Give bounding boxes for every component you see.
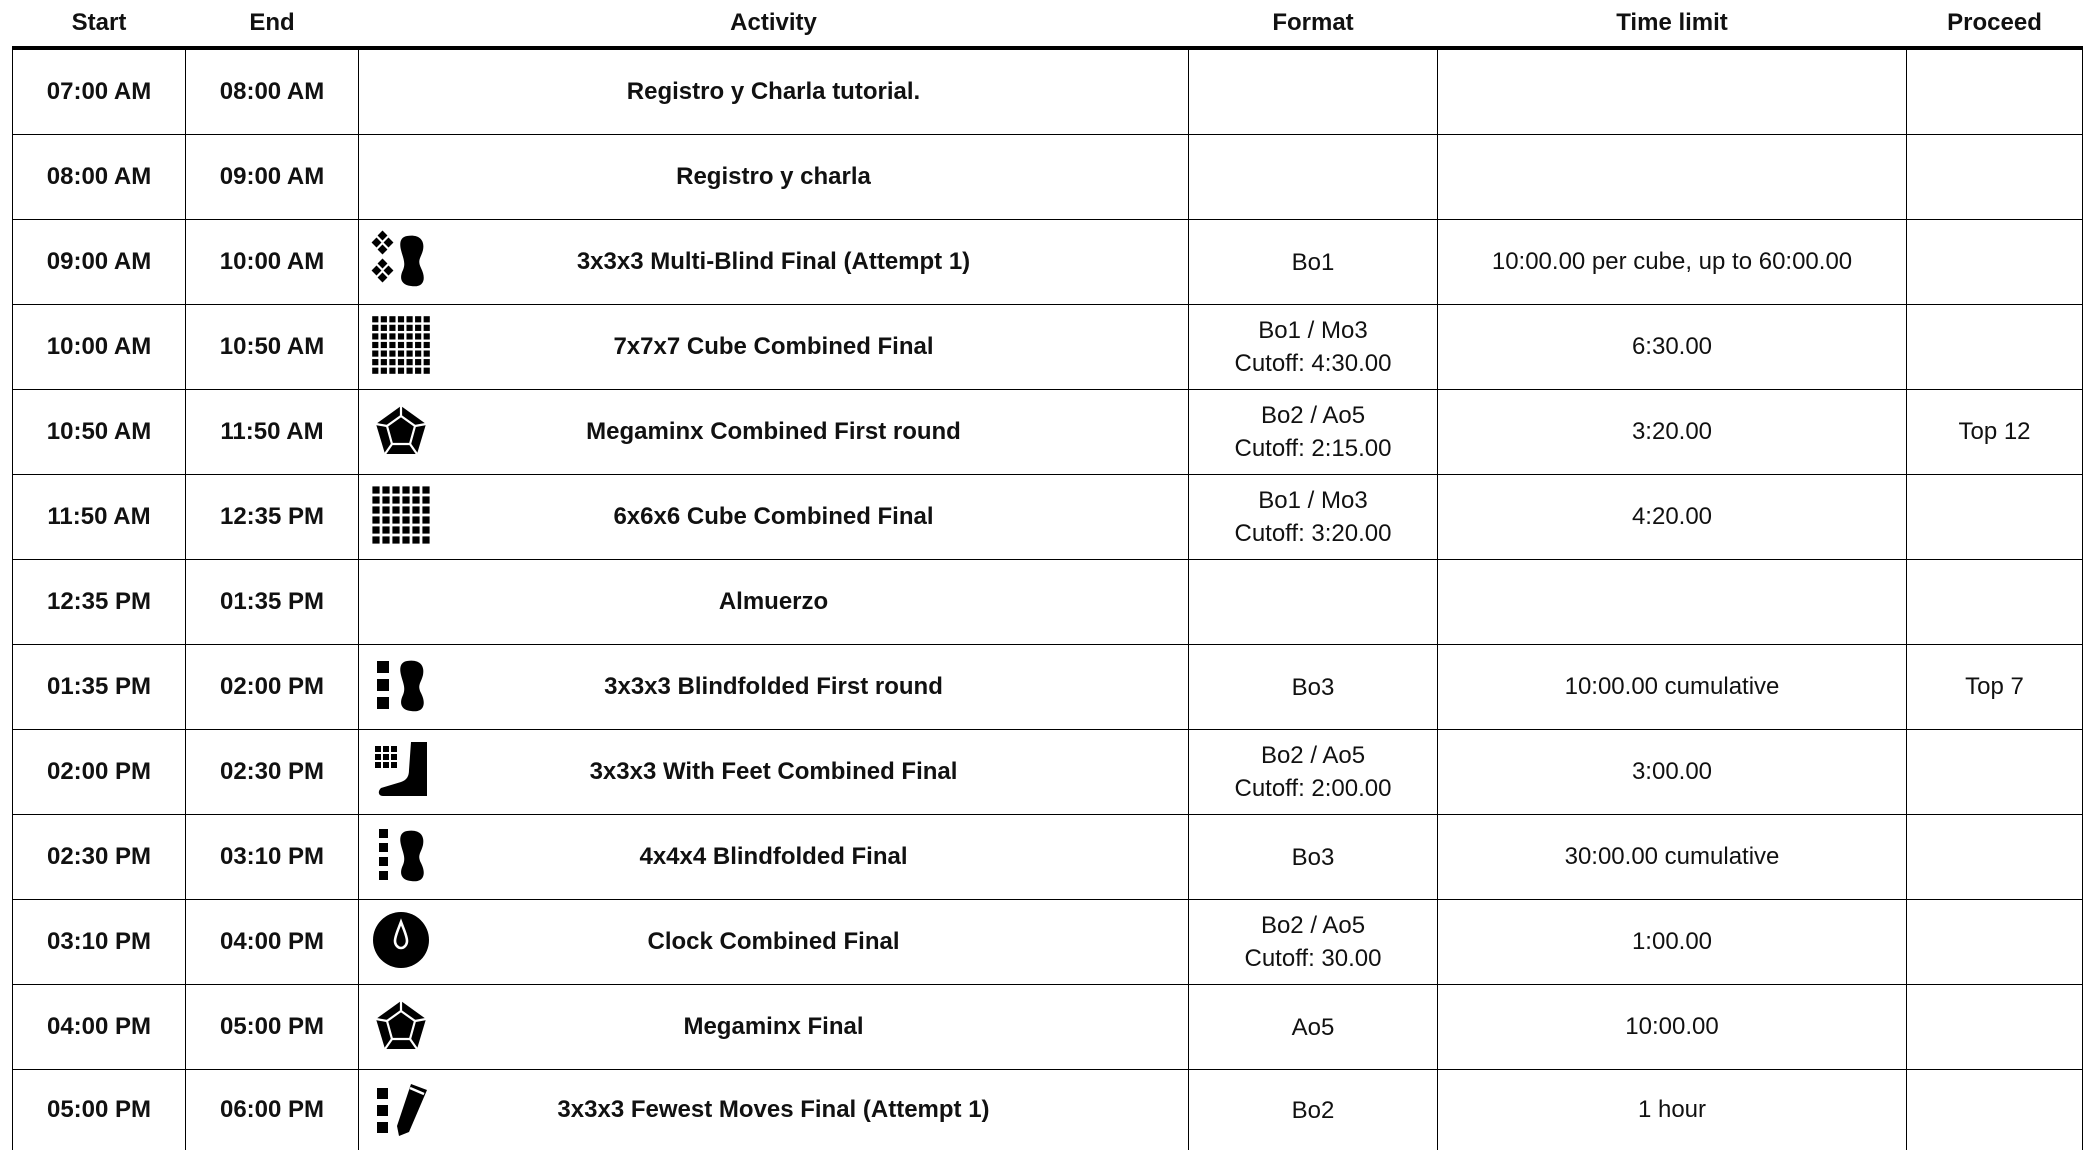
- table-row: [13, 1070, 2083, 1150]
- format-cell: [1189, 135, 1438, 220]
- multi-blind-icon: [371, 230, 431, 290]
- time-limit-cell: [1438, 560, 1907, 645]
- activity-name: 3x3x3 Blindfolded First round: [604, 673, 943, 700]
- time-limit-cell: 10:00.00: [1438, 985, 1907, 1070]
- table-row: [13, 985, 2083, 1070]
- table-row: [13, 305, 2083, 390]
- activity-cell: [359, 815, 1189, 900]
- start-time: 09:00 AM: [13, 220, 186, 305]
- schedule-table: [12, 0, 2083, 1150]
- table-row: [13, 560, 2083, 645]
- blindfolded-4x4-icon: [371, 825, 431, 885]
- activity-name: 4x4x4 Blindfolded Final: [639, 843, 907, 870]
- start-time: 10:00 AM: [13, 305, 186, 390]
- format-value: Bo1 / Mo3: [1189, 314, 1437, 347]
- start-time: 01:35 PM: [13, 645, 186, 730]
- header-end: End: [186, 0, 359, 48]
- format-cell: [1189, 220, 1438, 305]
- proceed-cell: [1907, 48, 2083, 135]
- proceed-cell: [1907, 985, 2083, 1070]
- format-value: Ao5: [1189, 1011, 1437, 1044]
- activity-name: Registro y charla: [676, 163, 871, 190]
- end-time: 12:35 PM: [186, 475, 359, 560]
- proceed-cell: [1907, 560, 2083, 645]
- proceed-cell: [1907, 135, 2083, 220]
- header-time-limit: Time limit: [1438, 0, 1907, 48]
- activity-cell: [359, 390, 1189, 475]
- end-time: 03:10 PM: [186, 815, 359, 900]
- end-time: 02:30 PM: [186, 730, 359, 815]
- header-proceed: Proceed: [1907, 0, 2083, 48]
- table-row: [13, 730, 2083, 815]
- cutoff-value: Cutoff: 2:15.00: [1189, 432, 1437, 465]
- time-limit-cell: 4:20.00: [1438, 475, 1907, 560]
- cutoff-value: Cutoff: 4:30.00: [1189, 347, 1437, 380]
- format-cell: [1189, 645, 1438, 730]
- clock-icon: [371, 910, 431, 970]
- format-value: Bo2: [1189, 1094, 1437, 1127]
- format-cell: [1189, 305, 1438, 390]
- proceed-cell: [1907, 900, 2083, 985]
- activity-name: 3x3x3 With Feet Combined Final: [590, 758, 958, 785]
- start-time: 07:00 AM: [13, 48, 186, 135]
- table-row: [13, 48, 2083, 135]
- activity-cell: [359, 985, 1189, 1070]
- format-cell: [1189, 560, 1438, 645]
- activity-cell: [359, 730, 1189, 815]
- activity-cell: [359, 560, 1189, 645]
- format-value: Bo1: [1189, 246, 1437, 279]
- cutoff-value: Cutoff: 2:00.00: [1189, 772, 1437, 805]
- activity-name: Registro y Charla tutorial.: [627, 78, 920, 105]
- activity-name: 7x7x7 Cube Combined Final: [613, 333, 933, 360]
- megaminx-icon: [371, 400, 431, 460]
- format-cell: [1189, 730, 1438, 815]
- start-time: 03:10 PM: [13, 900, 186, 985]
- table-row: [13, 815, 2083, 900]
- activity-cell: [359, 645, 1189, 730]
- proceed-cell: [1907, 730, 2083, 815]
- time-limit-cell: 3:20.00: [1438, 390, 1907, 475]
- time-limit-cell: 6:30.00: [1438, 305, 1907, 390]
- header-format: Format: [1189, 0, 1438, 48]
- format-cell: [1189, 815, 1438, 900]
- table-row: [13, 390, 2083, 475]
- time-limit-cell: 3:00.00: [1438, 730, 1907, 815]
- feet-icon: [371, 740, 431, 800]
- start-time: 10:50 AM: [13, 390, 186, 475]
- table-row: [13, 475, 2083, 560]
- activity-cell: [359, 305, 1189, 390]
- format-cell: [1189, 48, 1438, 135]
- format-cell: [1189, 1070, 1438, 1150]
- activity-name: 6x6x6 Cube Combined Final: [613, 503, 933, 530]
- proceed-cell: [1907, 815, 2083, 900]
- start-time: 11:50 AM: [13, 475, 186, 560]
- time-limit-cell: 30:00.00 cumulative: [1438, 815, 1907, 900]
- activity-cell: [359, 475, 1189, 560]
- proceed-cell: [1907, 305, 2083, 390]
- table-row: [13, 645, 2083, 730]
- cube-6x6-icon: [371, 485, 431, 545]
- time-limit-cell: 10:00.00 per cube, up to 60:00.00: [1438, 220, 1907, 305]
- table-row: [13, 900, 2083, 985]
- proceed-cell: [1907, 220, 2083, 305]
- activity-cell: [359, 135, 1189, 220]
- table-row: [13, 220, 2083, 305]
- activity-name: Megaminx Final: [683, 1013, 863, 1040]
- end-time: 06:00 PM: [186, 1070, 359, 1150]
- format-cell: [1189, 475, 1438, 560]
- activity-name: 3x3x3 Fewest Moves Final (Attempt 1): [557, 1096, 989, 1123]
- start-time: 12:35 PM: [13, 560, 186, 645]
- megaminx-icon: [371, 995, 431, 1055]
- cutoff-value: Cutoff: 3:20.00: [1189, 517, 1437, 550]
- time-limit-cell: 10:00.00 cumulative: [1438, 645, 1907, 730]
- activity-name: Almuerzo: [719, 588, 828, 615]
- header-start: Start: [13, 0, 186, 48]
- cube-7x7-icon: [371, 315, 431, 375]
- start-time: 05:00 PM: [13, 1070, 186, 1150]
- activity-name: Clock Combined Final: [647, 928, 899, 955]
- cutoff-value: Cutoff: 30.00: [1189, 942, 1437, 975]
- format-value: Bo3: [1189, 841, 1437, 874]
- end-time: 09:00 AM: [186, 135, 359, 220]
- end-time: 11:50 AM: [186, 390, 359, 475]
- start-time: 04:00 PM: [13, 985, 186, 1070]
- blindfolded-3x3-icon: [371, 655, 431, 715]
- end-time: 01:35 PM: [186, 560, 359, 645]
- proceed-cell: Top 12: [1907, 390, 2083, 475]
- header-activity: Activity: [359, 0, 1189, 48]
- format-cell: [1189, 900, 1438, 985]
- activity-cell: [359, 1070, 1189, 1150]
- table-row: [13, 135, 2083, 220]
- format-cell: [1189, 390, 1438, 475]
- time-limit-cell: 1:00.00: [1438, 900, 1907, 985]
- format-value: Bo3: [1189, 671, 1437, 704]
- proceed-cell: [1907, 1070, 2083, 1150]
- time-limit-cell: [1438, 135, 1907, 220]
- activity-cell: [359, 220, 1189, 305]
- start-time: 02:30 PM: [13, 815, 186, 900]
- activity-name: 3x3x3 Multi-Blind Final (Attempt 1): [577, 248, 970, 275]
- end-time: 05:00 PM: [186, 985, 359, 1070]
- format-value: Bo2 / Ao5: [1189, 399, 1437, 432]
- end-time: 10:50 AM: [186, 305, 359, 390]
- start-time: 08:00 AM: [13, 135, 186, 220]
- proceed-cell: Top 7: [1907, 645, 2083, 730]
- format-value: Bo2 / Ao5: [1189, 739, 1437, 772]
- format-cell: [1189, 985, 1438, 1070]
- activity-name: Megaminx Combined First round: [586, 418, 961, 445]
- end-time: 08:00 AM: [186, 48, 359, 135]
- format-value: Bo2 / Ao5: [1189, 909, 1437, 942]
- end-time: 02:00 PM: [186, 645, 359, 730]
- format-value: Bo1 / Mo3: [1189, 484, 1437, 517]
- proceed-cell: [1907, 475, 2083, 560]
- start-time: 02:00 PM: [13, 730, 186, 815]
- end-time: 04:00 PM: [186, 900, 359, 985]
- activity-cell: [359, 48, 1189, 135]
- fewest-moves-icon: [371, 1080, 431, 1140]
- time-limit-cell: [1438, 48, 1907, 135]
- activity-cell: [359, 900, 1189, 985]
- header-row: [13, 0, 2083, 48]
- end-time: 10:00 AM: [186, 220, 359, 305]
- time-limit-cell: 1 hour: [1438, 1070, 1907, 1150]
